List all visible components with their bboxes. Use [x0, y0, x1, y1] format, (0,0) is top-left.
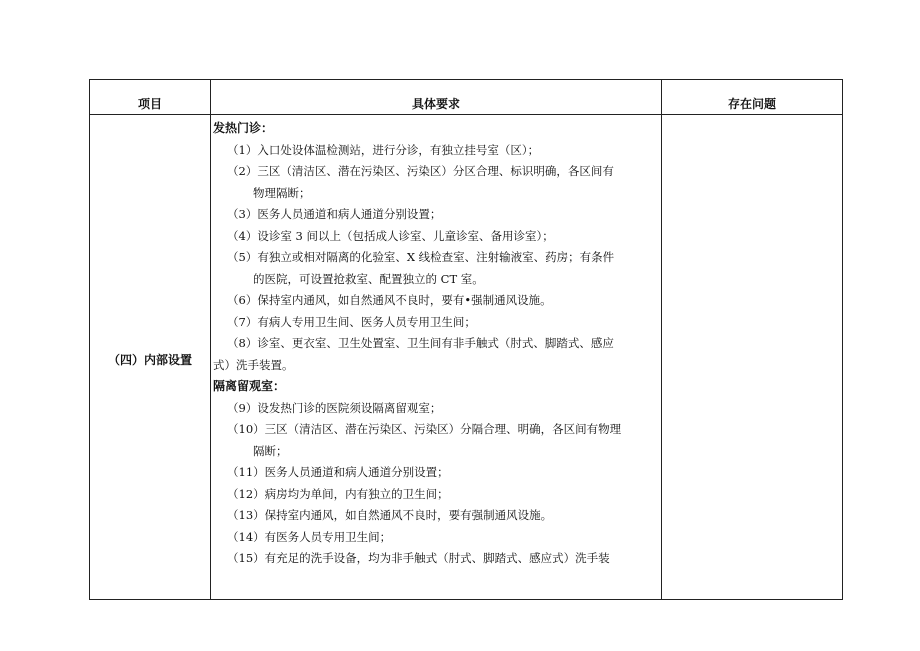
requirement-item: （15）有充足的洗手设备，均为非手触式（肘式、脚踏式、感应式）洗手装: [227, 551, 610, 565]
requirement-item: （7）有病人专用卫生间、医务人员专用卫生间；: [227, 314, 476, 329]
issue-cell[interactable]: [662, 115, 843, 600]
table-row: [90, 115, 843, 600]
requirement-item: （11）医务人员通道和病人通道分别设置；: [227, 465, 449, 479]
header-item: 项目: [90, 80, 211, 115]
requirement-item: （12）病房均为单间，内有独立的卫生间；: [227, 486, 449, 501]
requirement-cell: [211, 115, 662, 600]
table-header-row: [90, 80, 843, 115]
requirement-item-continuation: 式）洗手装置。: [213, 357, 294, 372]
requirement-item: （5）有独立或相对隔离的化验室、X 线检查室、注射输液室、药房；有条件: [227, 250, 615, 264]
section-heading: 隔离留观室：: [213, 379, 286, 393]
requirement-item: （9）设发热门诊的医院须设隔离留观室；: [227, 400, 442, 415]
requirement-item-continuation: 的医院，可设置抢救室、配置独立的 CT 室。: [253, 271, 484, 286]
section-heading: 发热门诊：: [213, 121, 274, 135]
requirement-item: （6）保持室内通风，如自然通风不良时，要有•强制通风设施。: [227, 293, 552, 307]
requirement-item: （2）三区（清洁区、潜在污染区、污染区）分区合理、标识明确，各区间有: [227, 164, 614, 178]
requirement-item: （4）设诊室 3 间以上（包括成人诊室、儿童诊室、备用诊室）；: [227, 228, 554, 243]
item-cell: （四）内部设置: [90, 115, 211, 600]
requirement-item: （14）有医务人员专用卫生间；: [227, 529, 392, 544]
requirement-item-continuation: 隔断；: [253, 443, 288, 458]
header-requirement: 具体要求: [211, 80, 662, 115]
requirement-item: （13）保持室内通风，如自然通风不良时，要有强制通风设施。: [227, 508, 553, 522]
header-issue: 存在问题: [662, 80, 843, 115]
requirements-table: [89, 79, 843, 600]
requirement-item: （1）入口处设体温检测站，进行分诊，有独立挂号室（区）；: [227, 142, 540, 157]
requirement-item: （10）三区（清洁区、潜在污染区、污染区）分隔合理、明确，各区间有物理: [227, 422, 622, 436]
requirement-item-continuation: 物理隔断；: [253, 185, 311, 200]
requirement-item: （8）诊室、更衣室、卫生处置室、卫生间有非手触式（肘式、脚踏式、感应: [227, 336, 614, 350]
requirement-list: [213, 118, 659, 570]
requirement-item: （3）医务人员通道和病人通道分别设置；: [227, 207, 442, 221]
